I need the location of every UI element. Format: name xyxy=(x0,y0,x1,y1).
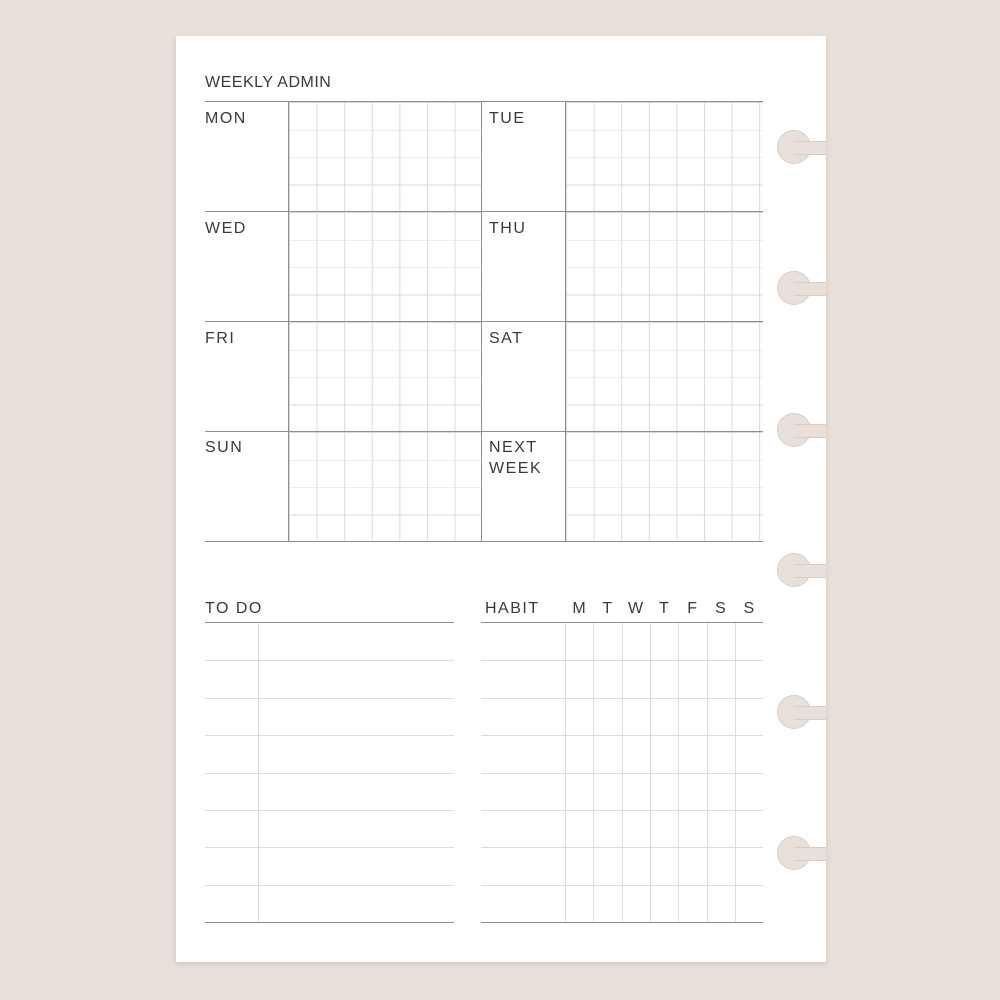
tue-grid[interactable] xyxy=(566,102,763,211)
ring-slot-neck xyxy=(794,282,826,296)
todo-row-line xyxy=(205,810,454,811)
todo-row-line xyxy=(205,773,454,774)
habit-row-line xyxy=(481,847,763,848)
ring-slot-neck xyxy=(794,141,826,155)
ring-slot-neck xyxy=(794,564,826,578)
todo-label: TO DO xyxy=(205,600,263,617)
todo-top-rule xyxy=(205,622,454,623)
habit-label: HABIT xyxy=(485,600,540,617)
day-label-wed: WED xyxy=(205,220,247,237)
ring-slot-neck xyxy=(794,424,826,438)
mon-grid[interactable] xyxy=(289,102,481,211)
habit-day-label: S xyxy=(743,600,755,617)
wed-grid[interactable] xyxy=(289,212,481,321)
habit-row-line xyxy=(481,660,763,661)
day-label-sun: SUN xyxy=(205,439,244,456)
day-label-thu: THU xyxy=(489,220,527,237)
thu-grid[interactable] xyxy=(566,212,763,321)
habit-day-label: W xyxy=(628,600,644,617)
next-week-grid[interactable] xyxy=(566,432,763,541)
page-title: WEEKLY ADMIN xyxy=(205,74,332,91)
todo-row-line xyxy=(205,885,454,886)
todo-bottom-rule xyxy=(205,922,454,923)
habit-row-line xyxy=(481,773,763,774)
day-label-next-week xyxy=(489,437,542,479)
habit-row-line xyxy=(481,735,763,736)
fri-grid[interactable] xyxy=(289,322,481,431)
next-week-line-2: WEEK xyxy=(489,460,543,477)
habit-day-label: M xyxy=(572,600,586,617)
habit-day-label: T xyxy=(602,600,613,617)
day-label-mon: MON xyxy=(205,110,247,127)
next-week-line-1: NEXT xyxy=(489,439,538,456)
habit-day-label: S xyxy=(715,600,726,617)
ring-slot-neck xyxy=(794,847,826,861)
sun-grid[interactable] xyxy=(289,432,481,541)
habit-row-line xyxy=(481,698,763,699)
day-label-tue: TUE xyxy=(489,110,526,127)
planner-sheet xyxy=(176,36,826,962)
habit-day-label: T xyxy=(659,600,669,617)
day-label-fri: FRI xyxy=(205,330,236,347)
habit-row-line xyxy=(481,810,763,811)
todo-row-line xyxy=(205,698,454,699)
todo-row-line xyxy=(205,847,454,848)
day-label-sat: SAT xyxy=(489,330,524,347)
habit-bottom-rule xyxy=(481,922,763,923)
habit-row-line xyxy=(481,885,763,886)
week-col-rule xyxy=(481,101,482,542)
todo-row-line xyxy=(205,735,454,736)
sat-grid[interactable] xyxy=(566,322,763,431)
ring-slot-neck xyxy=(794,706,826,720)
todo-row-line xyxy=(205,660,454,661)
habit-day-label: F xyxy=(687,600,698,617)
